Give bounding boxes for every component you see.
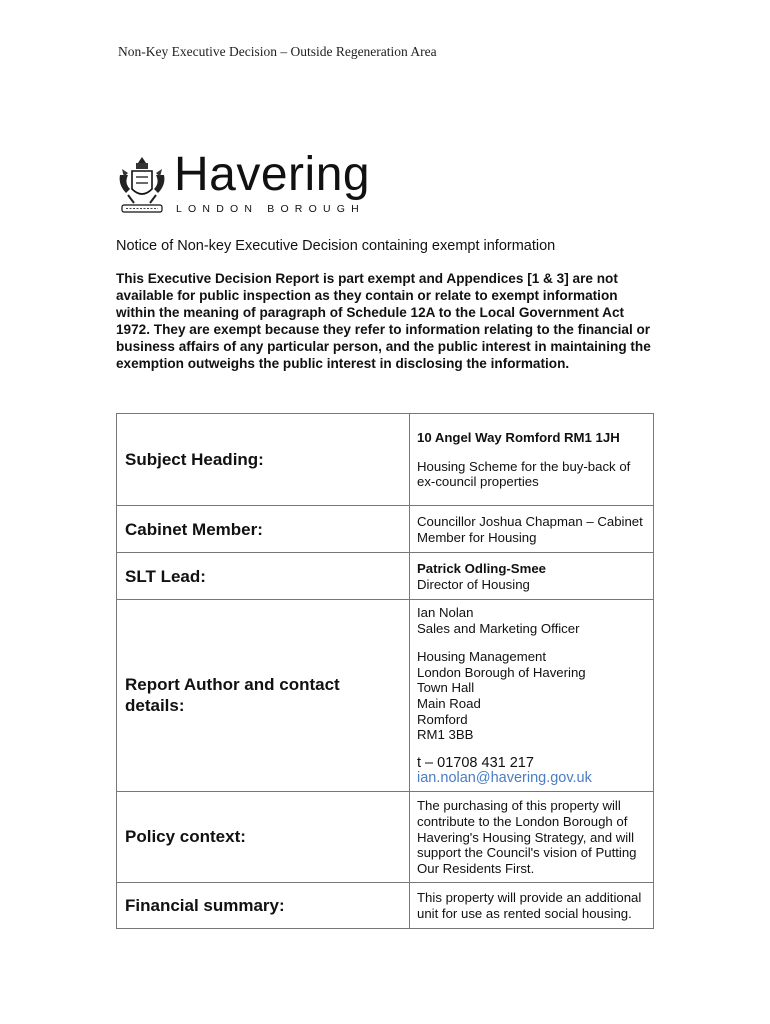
slt-lead-name: Patrick Odling-Smee	[417, 560, 546, 576]
author-email-link[interactable]: ian.nolan@havering.gov.uk	[417, 770, 592, 787]
table-row	[117, 600, 654, 792]
author-address-line: Town Hall	[417, 680, 475, 696]
author-address-line: Housing Management	[417, 649, 547, 665]
author-title: Sales and Marketing Officer	[417, 620, 580, 636]
cabinet-member-value: Councillor Joshua Chapman – Cabinet Member for Housing	[410, 506, 654, 553]
author-address-line: London Borough of Havering	[417, 664, 586, 680]
slt-lead-role: Director of Housing	[417, 576, 530, 592]
table-row	[117, 414, 654, 506]
logo-wordmark: Havering	[174, 148, 371, 201]
subject-description: Housing Scheme for the buy-back of ex-council properties	[417, 458, 631, 490]
table-row	[117, 882, 654, 928]
coat-of-arms-icon	[116, 155, 168, 217]
financial-summary-label: Financial summary:	[117, 882, 410, 928]
author-address-line: Romford	[417, 711, 468, 727]
notice-title: Notice of Non-key Executive Decision containing exempt information	[116, 238, 556, 254]
policy-context-value: The purchasing of this property will contribute to the London Borough of Havering's Housing Strategy, and will support the Council's vision of Putting Our Residents First.	[410, 791, 654, 882]
table-row	[117, 791, 654, 882]
running-header: Non-Key Executive Decision – Outside Regeneration Area	[118, 44, 437, 59]
author-phone: t – 01708 431 217	[417, 754, 534, 771]
slt-lead-value	[410, 553, 654, 600]
table-row	[117, 506, 654, 553]
author-address-line: Main Road	[417, 695, 481, 711]
policy-context-label: Policy context:	[117, 791, 410, 882]
havering-logo	[116, 148, 406, 219]
subject-heading-label: Subject Heading:	[117, 414, 410, 506]
author-name: Ian Nolan	[417, 605, 474, 620]
logo-subline: LONDON BOROUGH	[176, 203, 365, 215]
table-row	[117, 553, 654, 600]
report-author-value	[410, 600, 654, 792]
report-author-label: Report Author and contact details:	[117, 600, 410, 792]
exempt-statement: This Executive Decision Report is part exempt and Appendices [1 & 3] are not available for public inspection as they contain or relate to exempt information within the meaning of paragraph of Schedule 12A to the Local Government Act 1972. They are exempt because they refer to information relating to the financial or business affairs of any particular person, and the public interest in maintaining the exemption outweighs the public interest in disclosing the information.	[116, 271, 651, 371]
author-address-line: RM1 3BB	[417, 727, 474, 743]
financial-summary-value: This property will provide an additional unit for use as rented social housing.	[410, 882, 654, 928]
cabinet-member-label: Cabinet Member:	[117, 506, 410, 553]
decision-details-table	[116, 413, 654, 929]
slt-lead-label: SLT Lead:	[117, 553, 410, 600]
subject-heading-value	[410, 414, 654, 506]
subject-address: 10 Angel Way Romford RM1 1JH	[417, 430, 620, 446]
